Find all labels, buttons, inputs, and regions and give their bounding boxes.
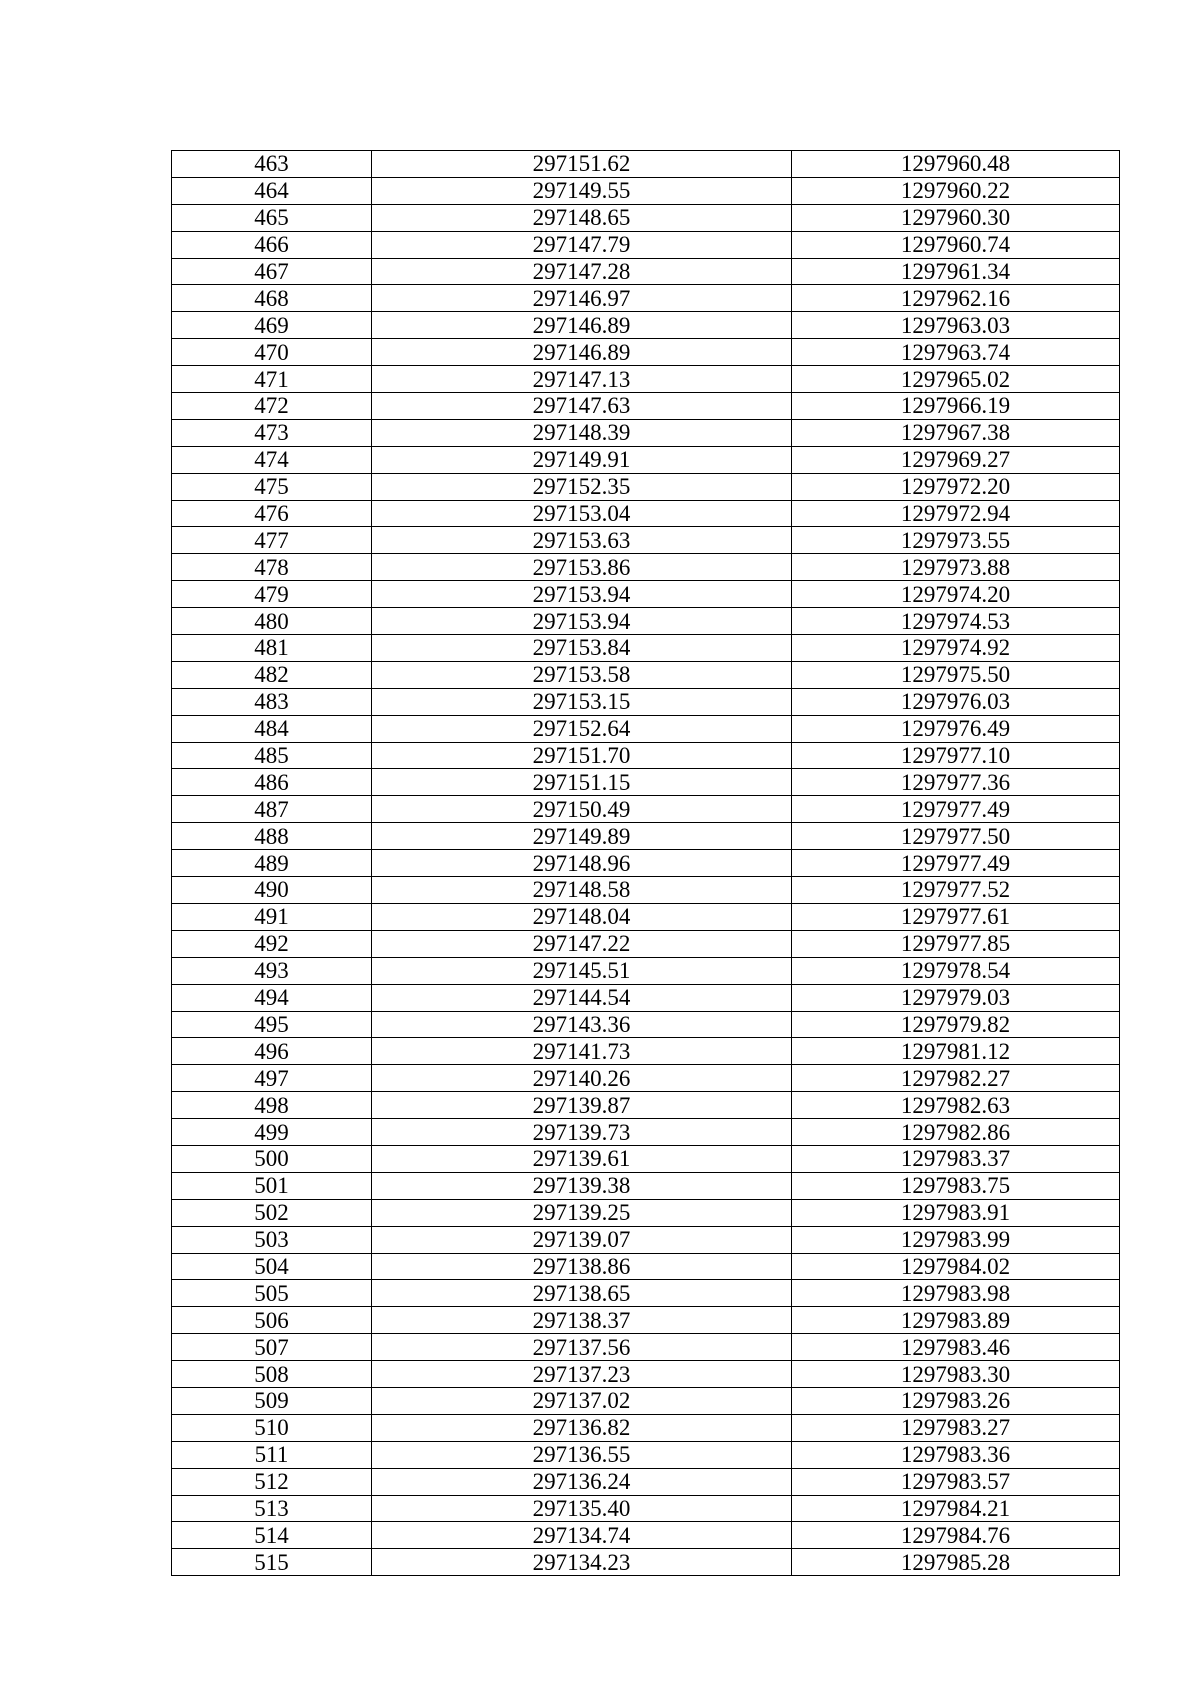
x-coordinate-cell: 297141.73	[372, 1038, 792, 1065]
x-coordinate-cell: 297137.56	[372, 1334, 792, 1361]
table-row	[172, 1280, 1120, 1307]
point-number-cell: 502	[172, 1199, 372, 1226]
x-coordinate-cell: 297137.02	[372, 1387, 792, 1414]
point-number-cell: 485	[172, 742, 372, 769]
table-row	[172, 850, 1120, 877]
point-number-cell: 511	[172, 1441, 372, 1468]
x-coordinate-cell: 297147.79	[372, 231, 792, 258]
y-coordinate-cell: 1297967.38	[792, 419, 1120, 446]
y-coordinate-cell: 1297983.57	[792, 1468, 1120, 1495]
point-number-cell: 486	[172, 769, 372, 796]
table-row	[172, 742, 1120, 769]
y-coordinate-cell: 1297963.74	[792, 339, 1120, 366]
table-row	[172, 957, 1120, 984]
table-row	[172, 419, 1120, 446]
y-coordinate-cell: 1297960.74	[792, 231, 1120, 258]
y-coordinate-cell: 1297985.28	[792, 1549, 1120, 1576]
table-row	[172, 1226, 1120, 1253]
table-row	[172, 151, 1120, 178]
point-number-cell: 475	[172, 473, 372, 500]
x-coordinate-cell: 297148.39	[372, 419, 792, 446]
y-coordinate-cell: 1297983.75	[792, 1172, 1120, 1199]
point-number-cell: 471	[172, 366, 372, 393]
x-coordinate-cell: 297145.51	[372, 957, 792, 984]
point-number-cell: 490	[172, 877, 372, 904]
table-row	[172, 554, 1120, 581]
y-coordinate-cell: 1297983.30	[792, 1361, 1120, 1388]
x-coordinate-cell: 297153.84	[372, 635, 792, 662]
point-number-cell: 495	[172, 1011, 372, 1038]
x-coordinate-cell: 297139.87	[372, 1092, 792, 1119]
x-coordinate-cell: 297143.36	[372, 1011, 792, 1038]
x-coordinate-cell: 297148.65	[372, 204, 792, 231]
point-number-cell: 493	[172, 957, 372, 984]
x-coordinate-cell: 297134.74	[372, 1522, 792, 1549]
table-row	[172, 930, 1120, 957]
y-coordinate-cell: 1297982.86	[792, 1119, 1120, 1146]
point-number-cell: 501	[172, 1172, 372, 1199]
point-number-cell: 497	[172, 1065, 372, 1092]
x-coordinate-cell: 297138.86	[372, 1253, 792, 1280]
table-row	[172, 204, 1120, 231]
point-number-cell: 484	[172, 715, 372, 742]
point-number-cell: 487	[172, 796, 372, 823]
point-number-cell: 500	[172, 1145, 372, 1172]
table-row	[172, 177, 1120, 204]
table-row	[172, 688, 1120, 715]
point-number-cell: 510	[172, 1414, 372, 1441]
y-coordinate-cell: 1297983.91	[792, 1199, 1120, 1226]
point-number-cell: 488	[172, 823, 372, 850]
x-coordinate-cell: 297147.63	[372, 393, 792, 420]
x-coordinate-cell: 297139.73	[372, 1119, 792, 1146]
point-number-cell: 491	[172, 903, 372, 930]
x-coordinate-cell: 297148.04	[372, 903, 792, 930]
table-row	[172, 1549, 1120, 1576]
x-coordinate-cell: 297153.63	[372, 527, 792, 554]
table-row	[172, 1199, 1120, 1226]
y-coordinate-cell: 1297977.50	[792, 823, 1120, 850]
table-row	[172, 769, 1120, 796]
table-row	[172, 715, 1120, 742]
y-coordinate-cell: 1297972.94	[792, 500, 1120, 527]
y-coordinate-cell: 1297966.19	[792, 393, 1120, 420]
y-coordinate-cell: 1297983.37	[792, 1145, 1120, 1172]
table-row	[172, 231, 1120, 258]
point-number-cell: 494	[172, 984, 372, 1011]
table-row	[172, 877, 1120, 904]
point-number-cell: 481	[172, 635, 372, 662]
y-coordinate-cell: 1297982.27	[792, 1065, 1120, 1092]
point-number-cell: 466	[172, 231, 372, 258]
x-coordinate-cell: 297144.54	[372, 984, 792, 1011]
x-coordinate-cell: 297136.55	[372, 1441, 792, 1468]
point-number-cell: 508	[172, 1361, 372, 1388]
y-coordinate-cell: 1297975.50	[792, 661, 1120, 688]
y-coordinate-cell: 1297984.76	[792, 1522, 1120, 1549]
table-row	[172, 1145, 1120, 1172]
point-number-cell: 504	[172, 1253, 372, 1280]
point-number-cell: 479	[172, 581, 372, 608]
table-row	[172, 312, 1120, 339]
x-coordinate-cell: 297149.91	[372, 446, 792, 473]
y-coordinate-cell: 1297983.36	[792, 1441, 1120, 1468]
point-number-cell: 512	[172, 1468, 372, 1495]
point-number-cell: 498	[172, 1092, 372, 1119]
y-coordinate-cell: 1297974.20	[792, 581, 1120, 608]
x-coordinate-cell: 297153.04	[372, 500, 792, 527]
point-number-cell: 492	[172, 930, 372, 957]
y-coordinate-cell: 1297960.22	[792, 177, 1120, 204]
y-coordinate-cell: 1297981.12	[792, 1038, 1120, 1065]
y-coordinate-cell: 1297973.88	[792, 554, 1120, 581]
table-row	[172, 527, 1120, 554]
point-number-cell: 463	[172, 151, 372, 178]
point-number-cell: 507	[172, 1334, 372, 1361]
point-number-cell: 477	[172, 527, 372, 554]
x-coordinate-cell: 297153.86	[372, 554, 792, 581]
table-row	[172, 635, 1120, 662]
y-coordinate-cell: 1297983.46	[792, 1334, 1120, 1361]
y-coordinate-cell: 1297963.03	[792, 312, 1120, 339]
y-coordinate-cell: 1297983.89	[792, 1307, 1120, 1334]
y-coordinate-cell: 1297984.21	[792, 1495, 1120, 1522]
x-coordinate-cell: 297139.38	[372, 1172, 792, 1199]
x-coordinate-cell: 297147.22	[372, 930, 792, 957]
y-coordinate-cell: 1297960.30	[792, 204, 1120, 231]
y-coordinate-cell: 1297977.61	[792, 903, 1120, 930]
table-row	[172, 1522, 1120, 1549]
table-row	[172, 1011, 1120, 1038]
table-row	[172, 1119, 1120, 1146]
x-coordinate-cell: 297146.89	[372, 312, 792, 339]
table-row	[172, 258, 1120, 285]
x-coordinate-cell: 297137.23	[372, 1361, 792, 1388]
table-row	[172, 608, 1120, 635]
point-number-cell: 489	[172, 850, 372, 877]
y-coordinate-cell: 1297977.52	[792, 877, 1120, 904]
point-number-cell: 470	[172, 339, 372, 366]
x-coordinate-cell: 297139.07	[372, 1226, 792, 1253]
y-coordinate-cell: 1297977.49	[792, 850, 1120, 877]
table-row	[172, 984, 1120, 1011]
x-coordinate-cell: 297149.89	[372, 823, 792, 850]
x-coordinate-cell: 297140.26	[372, 1065, 792, 1092]
table-row	[172, 1468, 1120, 1495]
x-coordinate-cell: 297152.64	[372, 715, 792, 742]
point-number-cell: 472	[172, 393, 372, 420]
y-coordinate-cell: 1297983.27	[792, 1414, 1120, 1441]
x-coordinate-cell: 297151.15	[372, 769, 792, 796]
y-coordinate-cell: 1297974.53	[792, 608, 1120, 635]
point-number-cell: 506	[172, 1307, 372, 1334]
x-coordinate-cell: 297148.96	[372, 850, 792, 877]
point-number-cell: 483	[172, 688, 372, 715]
table-row	[172, 1172, 1120, 1199]
x-coordinate-cell: 297147.28	[372, 258, 792, 285]
point-number-cell: 478	[172, 554, 372, 581]
point-number-cell: 476	[172, 500, 372, 527]
y-coordinate-cell: 1297977.10	[792, 742, 1120, 769]
y-coordinate-cell: 1297972.20	[792, 473, 1120, 500]
x-coordinate-cell: 297136.82	[372, 1414, 792, 1441]
table-row	[172, 796, 1120, 823]
table-row	[172, 1361, 1120, 1388]
x-coordinate-cell: 297150.49	[372, 796, 792, 823]
x-coordinate-cell: 297134.23	[372, 1549, 792, 1576]
table-row	[172, 1253, 1120, 1280]
y-coordinate-cell: 1297983.98	[792, 1280, 1120, 1307]
coordinate-table	[171, 150, 1120, 1576]
x-coordinate-cell: 297135.40	[372, 1495, 792, 1522]
y-coordinate-cell: 1297973.55	[792, 527, 1120, 554]
table-row	[172, 903, 1120, 930]
y-coordinate-cell: 1297962.16	[792, 285, 1120, 312]
y-coordinate-cell: 1297974.92	[792, 635, 1120, 662]
x-coordinate-cell: 297153.15	[372, 688, 792, 715]
x-coordinate-cell: 297136.24	[372, 1468, 792, 1495]
x-coordinate-cell: 297148.58	[372, 877, 792, 904]
table-row	[172, 823, 1120, 850]
point-number-cell: 499	[172, 1119, 372, 1146]
x-coordinate-cell: 297146.97	[372, 285, 792, 312]
x-coordinate-cell: 297139.25	[372, 1199, 792, 1226]
table-row	[172, 1387, 1120, 1414]
y-coordinate-cell: 1297978.54	[792, 957, 1120, 984]
x-coordinate-cell: 297139.61	[372, 1145, 792, 1172]
x-coordinate-cell: 297138.65	[372, 1280, 792, 1307]
table-row	[172, 446, 1120, 473]
point-number-cell: 480	[172, 608, 372, 635]
table-row	[172, 285, 1120, 312]
point-number-cell: 514	[172, 1522, 372, 1549]
y-coordinate-cell: 1297960.48	[792, 151, 1120, 178]
table-row	[172, 339, 1120, 366]
table-row	[172, 366, 1120, 393]
point-number-cell: 515	[172, 1549, 372, 1576]
table-row	[172, 1414, 1120, 1441]
table-row	[172, 1495, 1120, 1522]
y-coordinate-cell: 1297982.63	[792, 1092, 1120, 1119]
y-coordinate-cell: 1297979.03	[792, 984, 1120, 1011]
y-coordinate-cell: 1297976.03	[792, 688, 1120, 715]
y-coordinate-cell: 1297965.02	[792, 366, 1120, 393]
x-coordinate-cell: 297153.94	[372, 608, 792, 635]
x-coordinate-cell: 297152.35	[372, 473, 792, 500]
point-number-cell: 465	[172, 204, 372, 231]
table-row	[172, 1441, 1120, 1468]
y-coordinate-cell: 1297977.85	[792, 930, 1120, 957]
y-coordinate-cell: 1297961.34	[792, 258, 1120, 285]
point-number-cell: 467	[172, 258, 372, 285]
y-coordinate-cell: 1297976.49	[792, 715, 1120, 742]
point-number-cell: 474	[172, 446, 372, 473]
x-coordinate-cell: 297153.58	[372, 661, 792, 688]
table-row	[172, 1065, 1120, 1092]
point-number-cell: 496	[172, 1038, 372, 1065]
x-coordinate-cell: 297147.13	[372, 366, 792, 393]
point-number-cell: 464	[172, 177, 372, 204]
y-coordinate-cell: 1297984.02	[792, 1253, 1120, 1280]
table-row	[172, 500, 1120, 527]
x-coordinate-cell: 297149.55	[372, 177, 792, 204]
y-coordinate-cell: 1297983.26	[792, 1387, 1120, 1414]
y-coordinate-cell: 1297979.82	[792, 1011, 1120, 1038]
y-coordinate-cell: 1297969.27	[792, 446, 1120, 473]
table-row	[172, 1307, 1120, 1334]
x-coordinate-cell: 297153.94	[372, 581, 792, 608]
point-number-cell: 505	[172, 1280, 372, 1307]
point-number-cell: 482	[172, 661, 372, 688]
x-coordinate-cell: 297146.89	[372, 339, 792, 366]
point-number-cell: 469	[172, 312, 372, 339]
coordinate-table-body	[172, 151, 1120, 1576]
y-coordinate-cell: 1297977.36	[792, 769, 1120, 796]
point-number-cell: 468	[172, 285, 372, 312]
table-row	[172, 393, 1120, 420]
table-row	[172, 661, 1120, 688]
table-row	[172, 473, 1120, 500]
table-row	[172, 1038, 1120, 1065]
point-number-cell: 503	[172, 1226, 372, 1253]
x-coordinate-cell: 297138.37	[372, 1307, 792, 1334]
point-number-cell: 473	[172, 419, 372, 446]
table-row	[172, 581, 1120, 608]
table-row	[172, 1092, 1120, 1119]
y-coordinate-cell: 1297983.99	[792, 1226, 1120, 1253]
point-number-cell: 509	[172, 1387, 372, 1414]
x-coordinate-cell: 297151.62	[372, 151, 792, 178]
point-number-cell: 513	[172, 1495, 372, 1522]
x-coordinate-cell: 297151.70	[372, 742, 792, 769]
table-row	[172, 1334, 1120, 1361]
y-coordinate-cell: 1297977.49	[792, 796, 1120, 823]
